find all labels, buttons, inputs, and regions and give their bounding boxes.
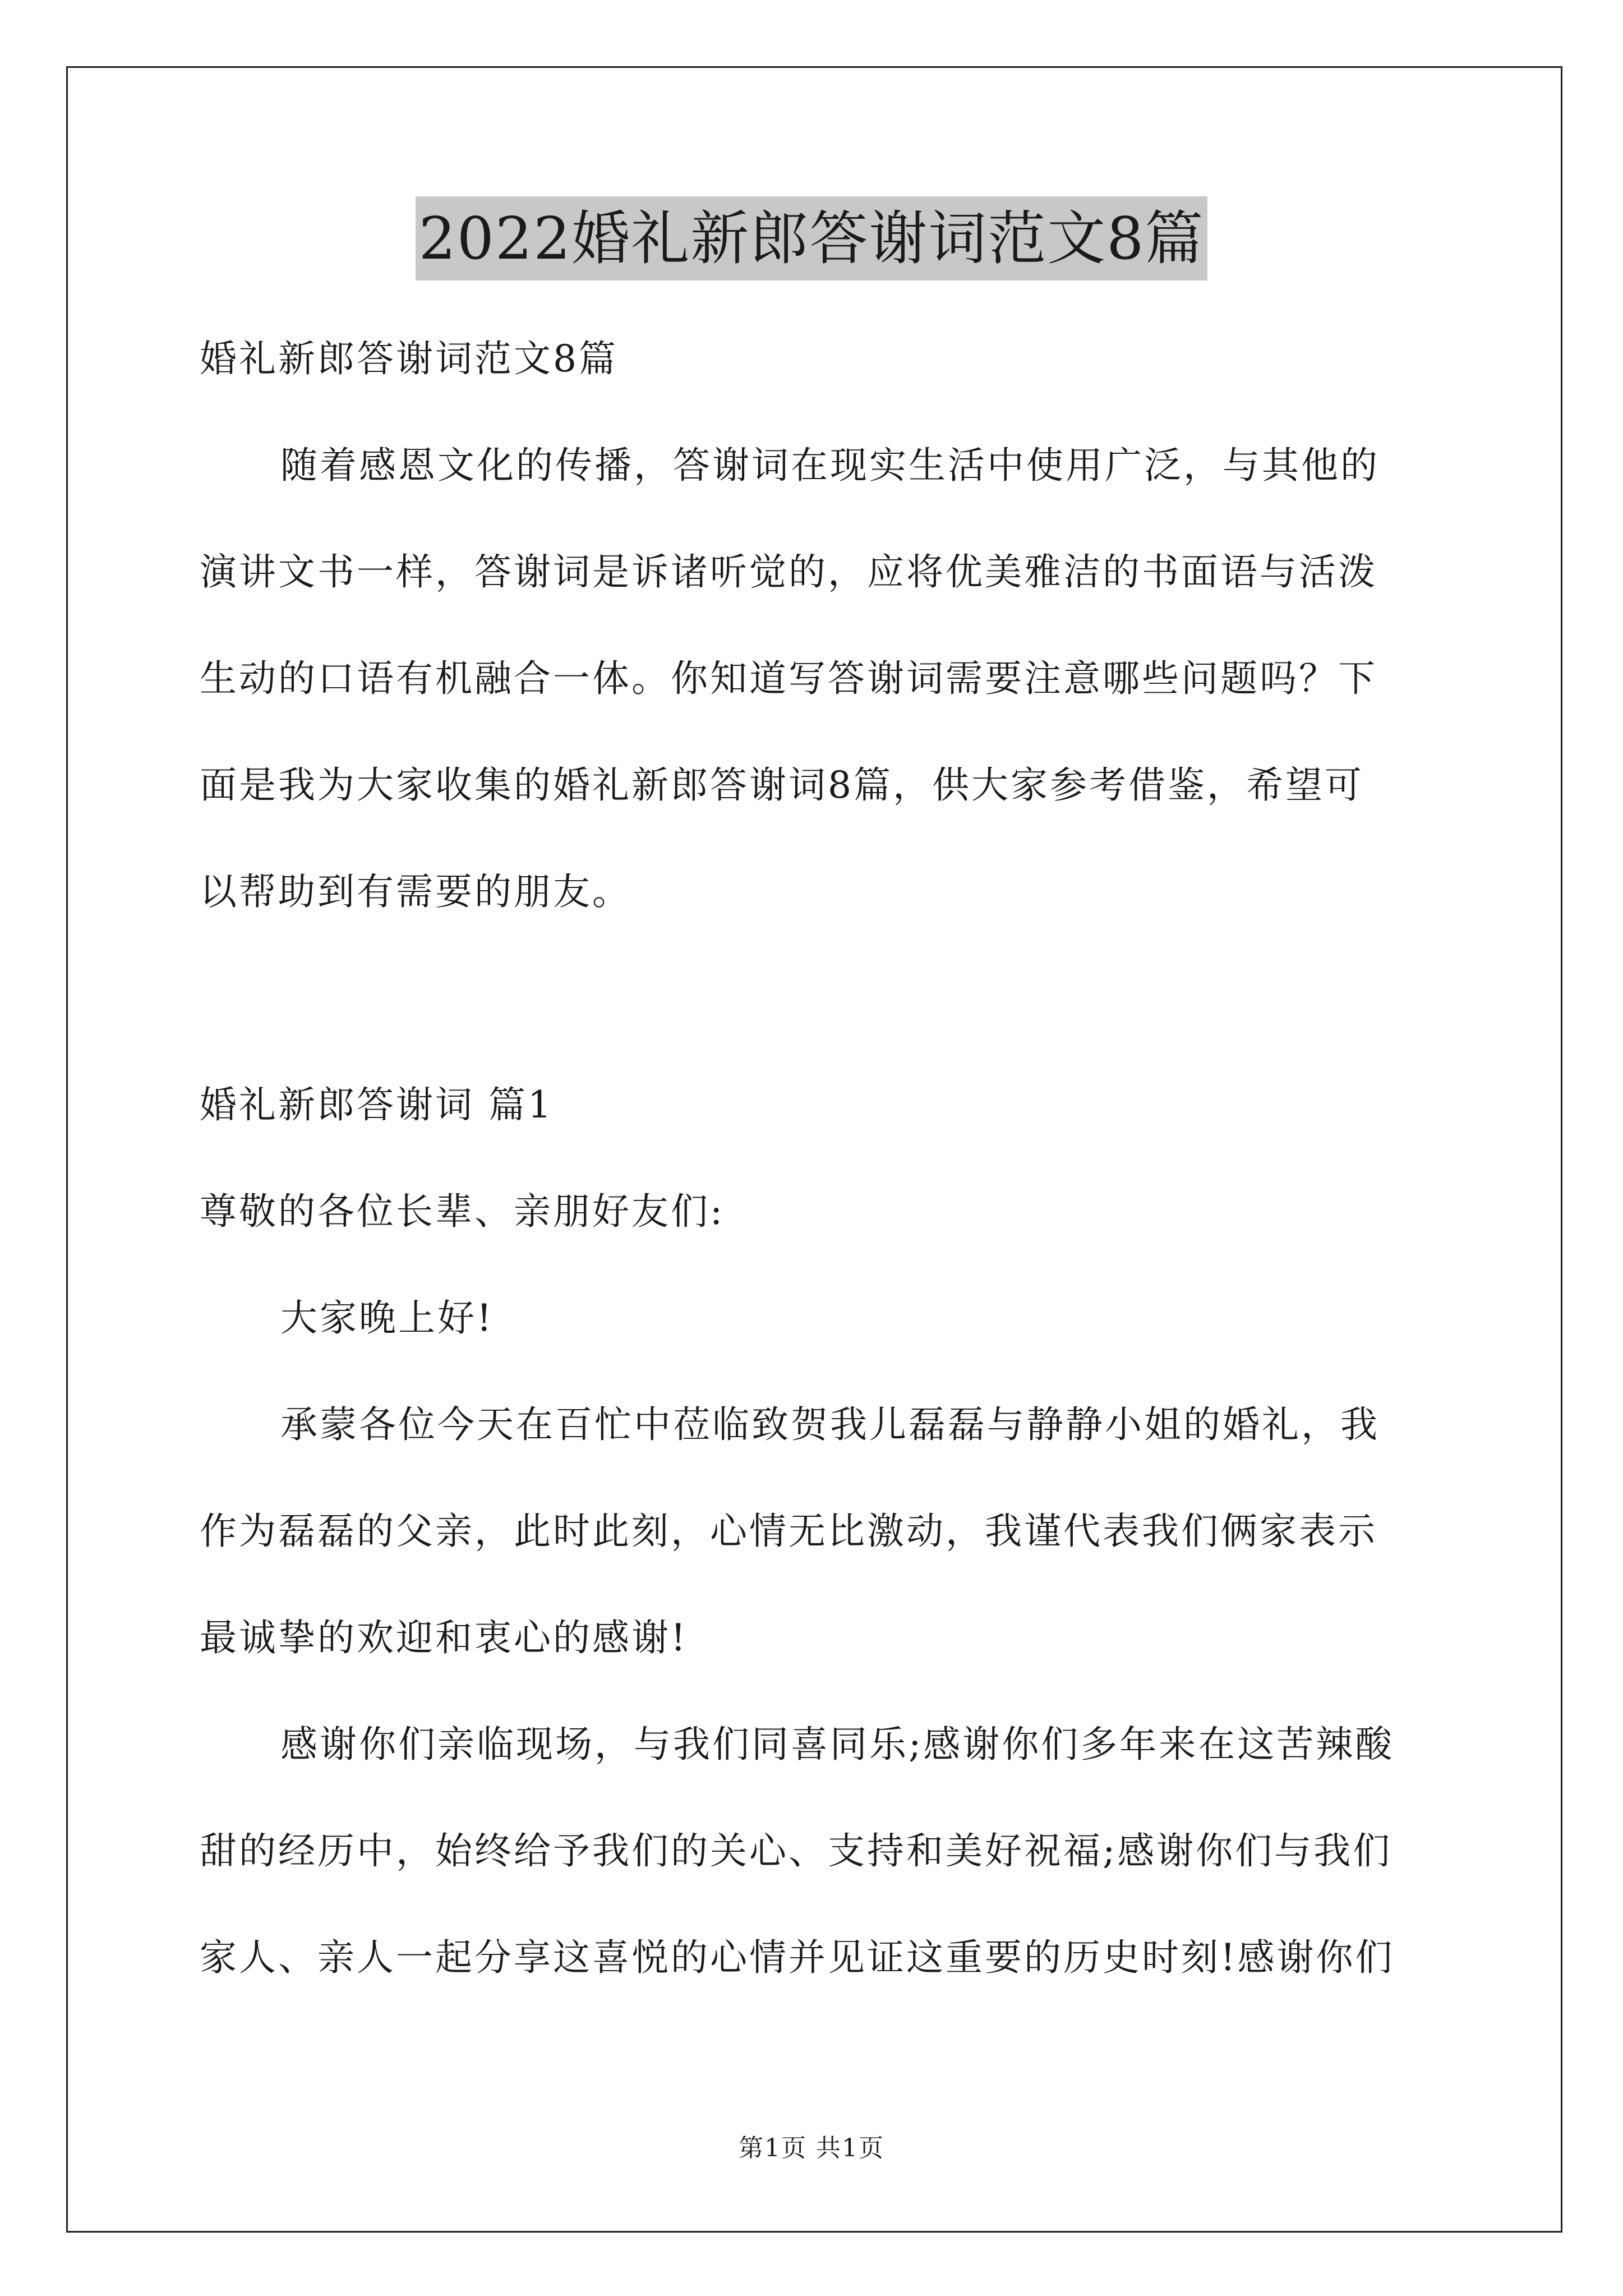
paragraph-line: 作为磊磊的父亲，此时此刻，心情无比激动，我谨代表我们俩家表示: [200, 1510, 1377, 1553]
paragraph-line: 面是我为大家收集的婚礼新郎答谢词8篇，供大家参考借鉴，希望可: [200, 763, 1364, 807]
subtitle-line: 婚礼新郎答谢词范文8篇: [200, 337, 618, 380]
paragraph-line: 感谢你们亲临现场，与我们同喜同乐;感谢你们多年来在这苦辣酸: [280, 1723, 1395, 1766]
paragraph-line: 最诚挚的欢迎和衷心的感谢!: [200, 1616, 688, 1659]
paragraph-line: 以帮助到有需要的朋友。: [200, 870, 631, 913]
section-heading: 婚礼新郎答谢词 篇1: [200, 1083, 554, 1126]
title-container: [0, 196, 1623, 280]
greeting-line: 大家晚上好!: [280, 1296, 494, 1340]
paragraph-line: 家人、亲人一起分享这喜悦的心情并见证这重要的历史时刻!感谢你们: [200, 1936, 1395, 1979]
paragraph-line: 甜的经历中，始终给予我们的关心、支持和美好祝福;感谢你们与我们: [200, 1829, 1393, 1872]
document-body: [200, 306, 1433, 2011]
document-title: 2022婚礼新郎答谢词范文8篇: [416, 196, 1208, 280]
paragraph-spacer: [200, 945, 1433, 1052]
paragraph-line: 随着感恩文化的传播，答谢词在现实生活中使用广泛，与其他的: [280, 444, 1380, 487]
salutation-line: 尊敬的各位长辈、亲朋好友们:: [200, 1190, 725, 1233]
page-footer: 第1页 共1页: [739, 2134, 884, 2162]
paragraph-line: 演讲文书一样，答谢词是诉诸听觉的，应将优美雅洁的书面语与活泼: [200, 550, 1377, 593]
paragraph-line: 生动的口语有机融合一体。你知道写答谢词需要注意哪些问题吗？下: [200, 657, 1377, 700]
paragraph-line: 承蒙各位今天在百忙中莅临致贺我儿磊磊与静静小姐的婚礼，我: [280, 1403, 1380, 1446]
